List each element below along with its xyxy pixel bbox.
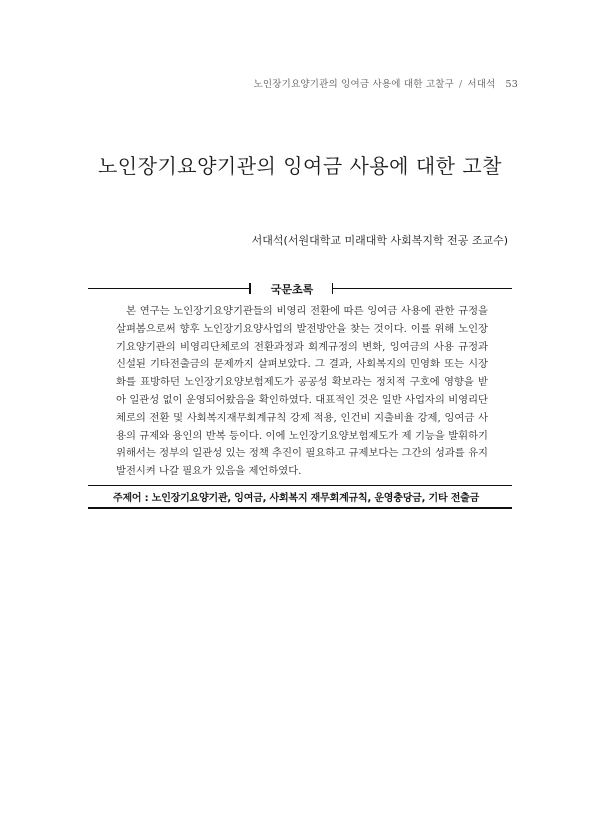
abstract-heading <box>88 281 512 297</box>
page-number: 53 <box>505 79 518 90</box>
paper-title: 노인장기요양기관의 잉여금 사용에 대한 고찰 <box>97 154 502 178</box>
running-head-author: 서대석 <box>467 79 496 90</box>
keywords-text: 주제어 : 노인장기요양기관, 잉여금, 사회복지 재무회계규칙, 운영충당금, 기타 전출금 <box>113 493 480 504</box>
author-affiliation: 서대석(서원대학교 미래대학 사회복지학 전공 조교수) <box>251 234 508 247</box>
abstract-heading-rule-left <box>88 288 250 289</box>
keywords-rule-bottom <box>88 507 512 509</box>
abstract-heading-rule-right <box>332 288 512 289</box>
abstract-heading-label: 국문초록 <box>270 283 314 296</box>
running-head <box>254 76 518 90</box>
keywords-section <box>88 485 512 509</box>
running-head-journal: 노인장기요양기관의 잉여금 사용에 대한 고찰구 <box>253 79 454 90</box>
abstract-heading-tick-left <box>249 283 251 294</box>
running-head-separator: / <box>458 79 463 90</box>
abstract-body: 본 연구는 노인장기요양기관들의 비영리 전환에 따른 잉여금 사용에 관한 규정을 살펴봄으로써 향후 노인장기요양사업의 발전방안을 찾는 것이다. 이를 위해 노인장기요양기관의 비영리단체로의 전환과정과 회계규정의 변화, 잉여금의 사용 규정과 신설된 기타전출금의 문제까지 살펴보았다. 그 결과, 사회복지의 민영화 또는 시장화를 표방하던 노인장기요양보험제도가 공공성 확보라는 정치적 구호에 영향을 받아 일관성 없이 운영되어왔음을 확인하였다. 대표적인 것은 일반 사업자의 비영리단체로의 전환 및 사회복지재무회계규칙 강제 적용, 인건비 지출비율 강제, 잉여금 사용의 규제와 용인의 반복 등이다. 이에 노인장기요양보험제도가 제 기능을 발휘하기 위해서는 정부의 일관성 있는 정책 추진이 필요하고 규제보다는 그간의 성과를 유지 발전시켜 나갈 필요가 있음을 제언하였다. <box>116 305 488 478</box>
